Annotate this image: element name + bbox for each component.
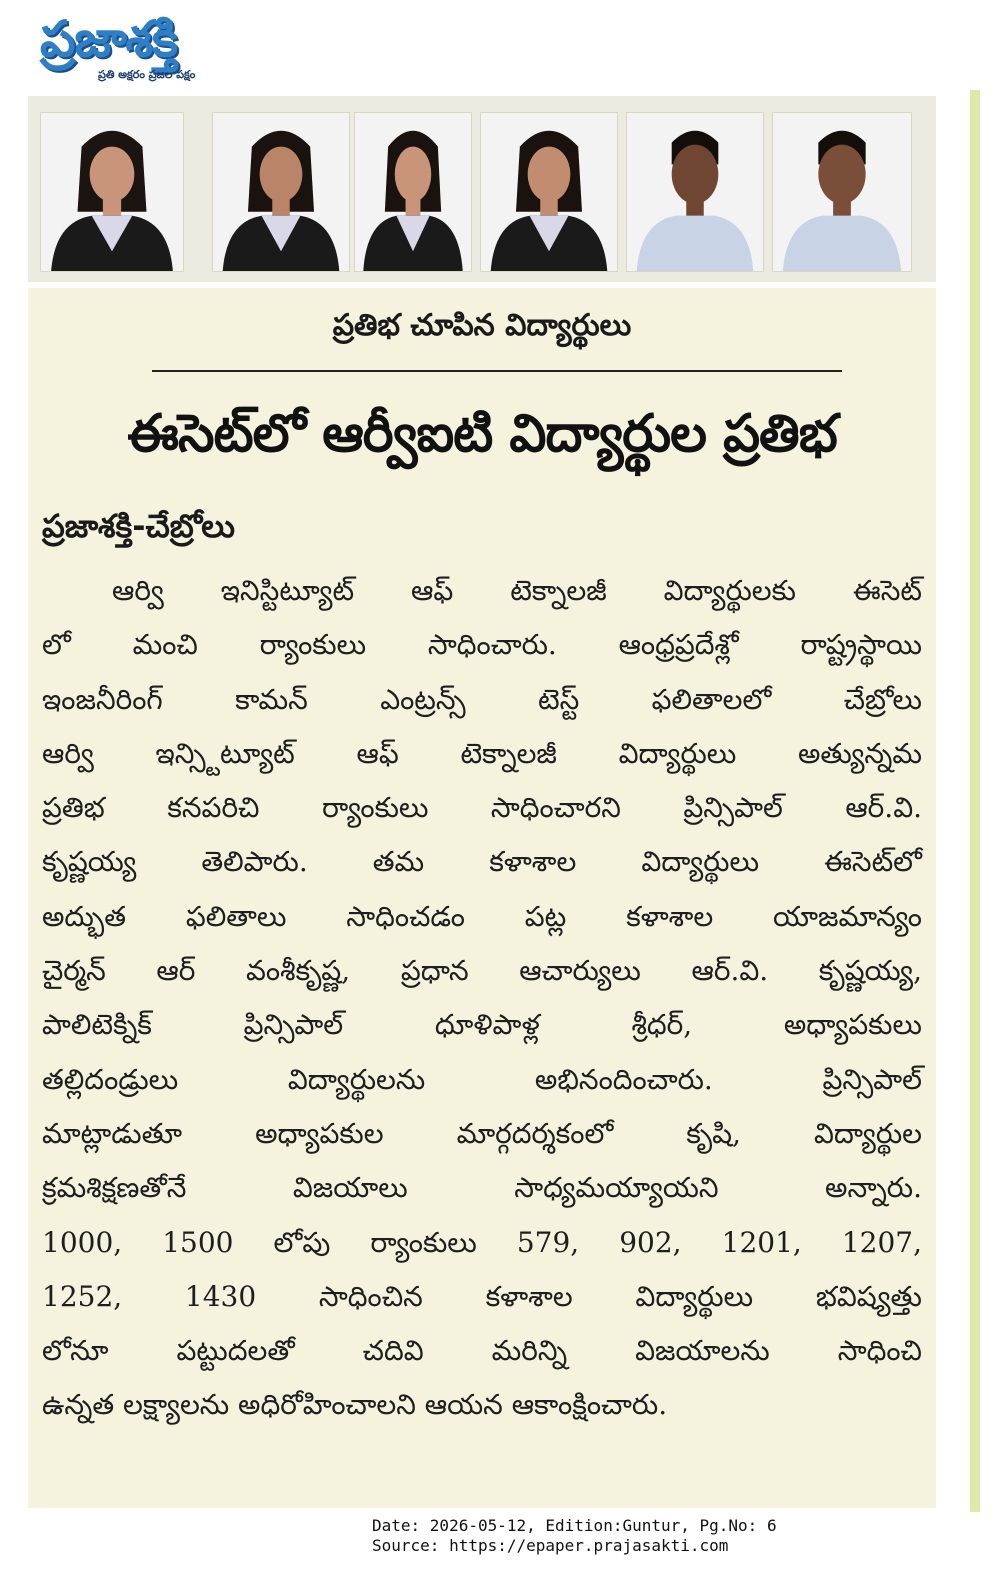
kicker-divider: [152, 370, 842, 372]
body-line: పాలిటెక్నిక్ ప్రిన్సిపాల్ ధూళిపాళ్ల శ్రీధర్, అధ్యాపకులు: [42, 1008, 922, 1042]
face: [90, 147, 135, 202]
article-body: [42, 564, 922, 1433]
body-line: చైర్మన్ ఆర్ వంశీకృష్ణ, ప్రధాన ఆచార్యులు ఆర్.వి. కృష్ణయ్య,: [42, 954, 922, 988]
student-photo: [354, 112, 472, 272]
body-line: లోనూ పట్టుదలతో చదివి మరిన్ని విజయాలను సాధించి: [42, 1334, 922, 1368]
masthead-logo: [40, 8, 280, 88]
body-line: ఇంజనీరింగ్ కామన్ ఎంట్రన్స్ టెస్ట్ ఫలితాలలో చేబ్రోలు: [42, 682, 922, 716]
portrait-silhouette: [627, 113, 763, 271]
portrait-silhouette: [481, 113, 617, 271]
neck: [406, 198, 421, 218]
body-line: ఆర్వి ఇనిస్టిట్యూట్ ఆఫ్ టెక్నాలజీ విద్యార్థులకు ఈసెట్: [112, 574, 922, 607]
portrait-silhouette: [773, 113, 911, 271]
portrait-silhouette: [355, 113, 471, 271]
student-photo: [40, 112, 184, 272]
neck: [833, 198, 851, 218]
logo-tagline: ప్రతి అక్షరం ప్రజల పక్షం: [98, 68, 196, 81]
column-rule: [970, 90, 980, 1512]
body-line: 1000, 1500 లోపు ర్యాంకులు 579, 902, 1201, 1207,: [42, 1225, 922, 1259]
neck: [686, 198, 703, 218]
article: [28, 288, 936, 1508]
logo-wordmark: ప్రజాశక్తి: [40, 10, 177, 68]
body-line: ఆర్వి ఇన్స్టిట్యూట్ ఆఫ్ టెక్నాలజీ విద్యార్థులు అత్యున్నమ: [42, 736, 922, 770]
student-photo: [772, 112, 912, 272]
neck: [540, 198, 557, 218]
student-photo: [212, 112, 350, 272]
body-line: క్రమశిక్షణతోనే విజయాలు సాధ్యమయ్యాయని అన్నారు.: [42, 1171, 922, 1205]
portrait-silhouette: [213, 113, 349, 271]
face: [672, 145, 719, 204]
article-kicker: ప్రతిభ చూపిన విద్యార్థులు: [332, 308, 632, 343]
student-photo: [626, 112, 764, 272]
body-line: తల్లిదండ్రులు విద్యార్థులను అభినందించారు. ప్రిన్సిపాల్: [42, 1062, 922, 1096]
face: [818, 145, 865, 204]
body-line: ప్రతిభ కనపరిచి ర్యాంకులు సాధించారని ప్రిన్సిపాల్ ఆర్.వి.: [42, 791, 922, 825]
face: [260, 147, 303, 202]
body-line: ఉన్నత లక్ష్యాలను అధిరోహించాలని ఆయన ఆకాంక్షించారు.: [42, 1388, 668, 1422]
body-line: 1252, 1430 సాధించిన కళాశాల విద్యార్థులు భవిష్యత్తు: [42, 1279, 922, 1313]
page-footer: [372, 1516, 777, 1556]
article-headline: ఈసెట్‌లో ఆర్వీఐటి విద్యార్థుల ప్రతిభ: [127, 404, 837, 464]
portrait-silhouette: [41, 113, 183, 271]
neck: [103, 198, 121, 218]
footer-source-line: Source: https://epaper.prajasakti.com: [372, 1536, 729, 1555]
face: [528, 147, 571, 202]
photo-strip: [28, 96, 936, 282]
neck: [272, 198, 289, 218]
footer-date-line: Date: 2026-05-12, Edition:Guntur, Pg.No: 6: [372, 1516, 777, 1535]
face: [395, 147, 431, 202]
body-line: అద్భుత ఫలితాలు సాధించడం పట్ల కళాశాల యాజమాన్యం: [42, 899, 922, 933]
student-photo: [480, 112, 618, 272]
body-line: మాట్లాడుతూ అధ్యాపకుల మార్గదర్శకంలో కృషి, విద్యార్థుల: [42, 1116, 922, 1150]
article-dateline: ప్రజాశక్తి-చేబ్రోలు: [42, 507, 235, 545]
body-line: కృష్ణయ్య తెలిపారు. తమ కళాశాల విద్యార్థులు ఈసెట్‌లో: [42, 845, 922, 879]
body-line: లో మంచి ర్యాంకులు సాధించారు. ఆంధ్రప్రదేశ్లో రాష్ట్రస్థాయి: [42, 628, 922, 662]
